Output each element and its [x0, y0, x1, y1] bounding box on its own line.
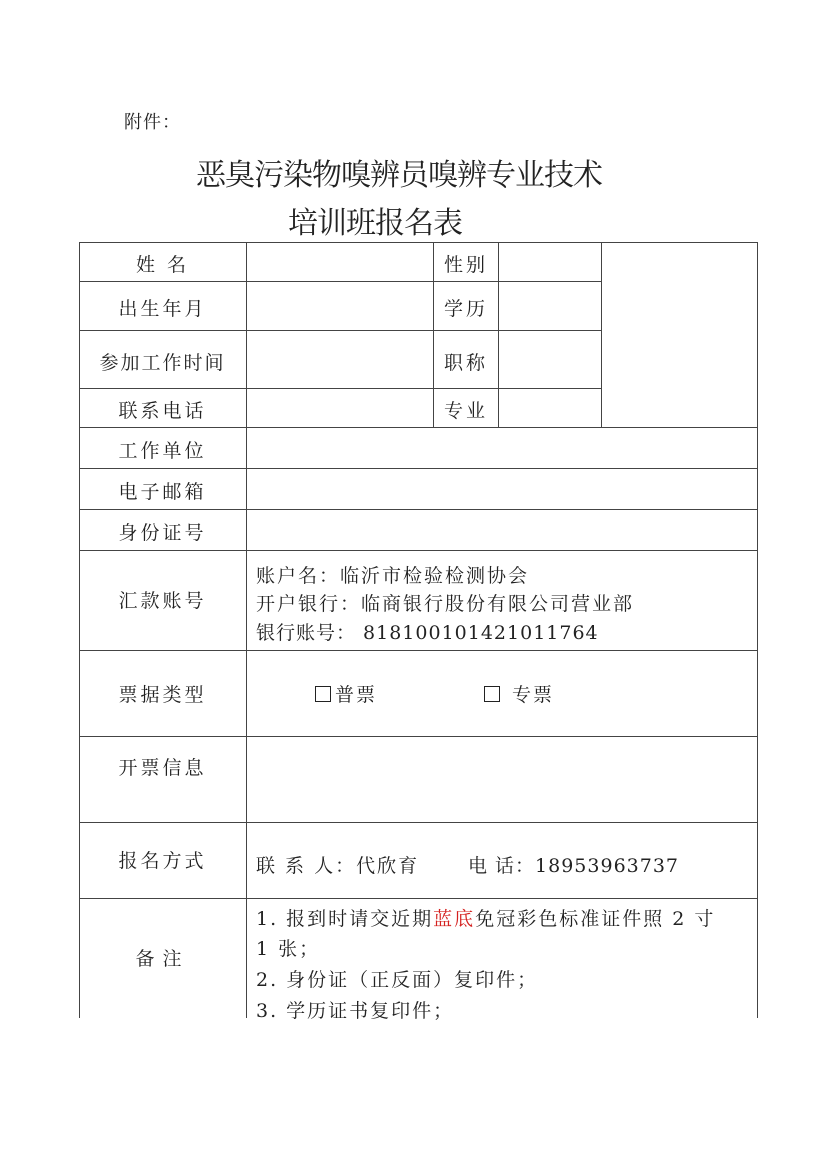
remark-1-prefix: 1. 报到时请交近期 [256, 908, 434, 930]
invoice-info-field[interactable] [247, 737, 757, 822]
label-invoice-type: 票据类型 [118, 684, 207, 706]
account-number-text: 银行账号： 818100101421011764 [256, 622, 599, 644]
remark-1-highlight: 蓝底 [433, 908, 476, 930]
id-number-field[interactable] [247, 510, 757, 550]
bank-text: 开户银行：临商银行股份有限公司营业部 [256, 593, 635, 615]
label-employer: 工作单位 [118, 440, 207, 462]
email-field[interactable] [247, 469, 757, 509]
row-divider [79, 898, 758, 899]
row-divider [79, 650, 758, 651]
label-phone: 联系电话 [118, 400, 207, 422]
registration-contact: 联 系 人：代欣育 [256, 855, 420, 877]
invoice-normal-label: 普票 [335, 684, 378, 706]
form-title-line1: 恶臭污染物嗅辨员嗅辨专业技术 [196, 158, 602, 193]
remark-item-2: 2. 身份证（正反面）复印件； [256, 969, 539, 991]
account-name-text: 账户名：临沂市检验检测协会 [256, 565, 530, 587]
label-registration: 报名方式 [118, 850, 207, 872]
education-field[interactable] [499, 282, 601, 330]
label-name: 姓 名 [135, 254, 190, 276]
label-invoice-info: 开票信息 [118, 757, 207, 779]
label-education: 学历 [443, 298, 488, 320]
photo-box[interactable] [602, 243, 757, 427]
label-work-start: 参加工作时间 [99, 352, 226, 374]
row-divider [79, 550, 758, 551]
remark-1-suffix: 免冠彩色标准证件照 2 寸 [475, 908, 716, 930]
phone-field[interactable] [247, 389, 433, 427]
major-field[interactable] [499, 389, 601, 427]
remark-item-3: 3. 学历证书复印件； [256, 1000, 455, 1022]
remark-item-1 [256, 904, 715, 931]
checkbox-special[interactable] [484, 686, 500, 702]
label-id-number: 身份证号 [118, 522, 207, 544]
checkbox-normal[interactable] [315, 686, 331, 702]
birth-field[interactable] [247, 282, 433, 330]
form-title-line2: 培训班报名表 [288, 206, 462, 241]
invoice-option-special[interactable] [484, 680, 554, 707]
row-divider [79, 822, 758, 823]
invoice-option-normal[interactable] [315, 680, 377, 707]
remark-item-1-cont: 1 张； [256, 938, 321, 960]
label-gender: 性别 [443, 254, 488, 276]
work-start-field[interactable] [247, 331, 433, 388]
label-remittance: 汇款账号 [118, 590, 207, 612]
invoice-special-label: 专票 [512, 684, 555, 706]
label-birth: 出生年月 [118, 298, 207, 320]
border-right [757, 242, 758, 1018]
name-field[interactable] [247, 243, 433, 281]
label-title: 职称 [443, 352, 488, 374]
label-email: 电子邮箱 [118, 481, 207, 503]
registration-phone: 电 话：18953963737 [468, 855, 680, 877]
label-major: 专业 [443, 400, 488, 422]
title-field[interactable] [499, 331, 601, 388]
attachment-label: 附件： [124, 112, 181, 133]
label-remarks: 备注 [135, 948, 190, 970]
employer-field[interactable] [247, 428, 757, 468]
gender-field[interactable] [499, 243, 601, 281]
